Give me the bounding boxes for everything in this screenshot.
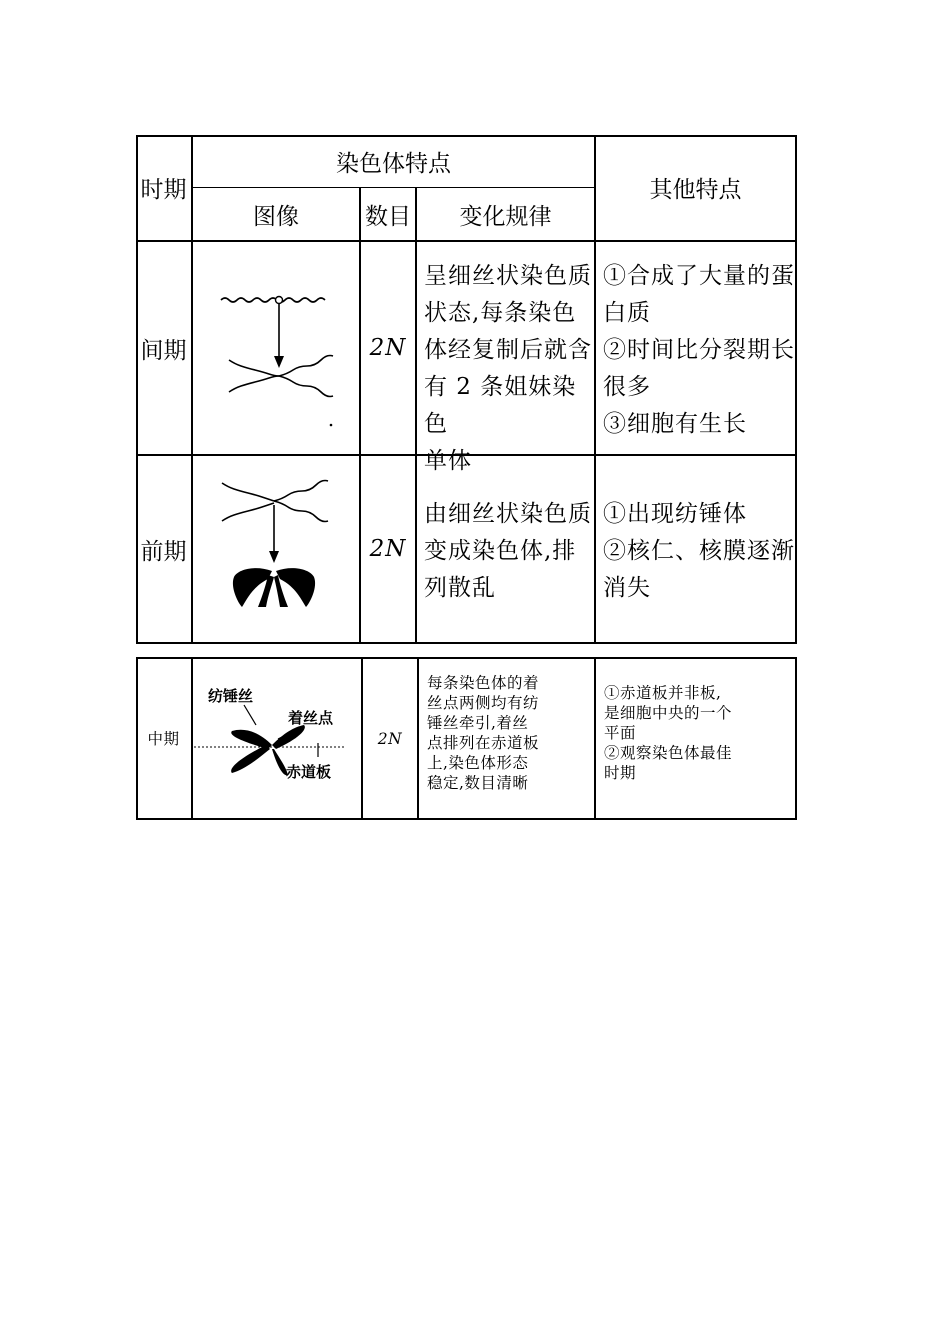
row-pattern-cell-prophase (417, 456, 594, 642)
row-period-metaphase: 中期 (147, 729, 180, 748)
label-equator: 赤道板 (286, 763, 332, 781)
sub-divider-period (191, 657, 193, 820)
header-period: 时期 (140, 177, 187, 203)
row-count-metaphase: 2N (377, 729, 403, 748)
header-pattern: 变化规律 (459, 203, 552, 230)
prophase-chromosome-diagram (216, 475, 346, 625)
row-other-prophase: ①出现纺锤体 ②核仁、核膜逐渐 消失 (603, 501, 795, 601)
label-spindle: 纺锤丝 (208, 687, 254, 705)
row-other-cell-interphase (596, 242, 795, 454)
metaphase-table (136, 657, 797, 820)
table-border-bottom (136, 642, 797, 644)
row-pattern-interphase: 呈细丝状染色质 状态,每条染色 体经复制后就含 有 2 条姐妹染色 单体 (424, 263, 592, 474)
row-period-prophase: 前期 (140, 538, 187, 565)
cell-cycle-table (136, 135, 797, 644)
table-border-right (795, 135, 797, 644)
row-pattern-cell-interphase (417, 242, 594, 474)
row-pattern-cell-metaphase (419, 657, 594, 820)
row-period-interphase: 间期 (140, 337, 187, 364)
header-image: 图像 (253, 203, 299, 230)
row-other-interphase: ①合成了大量的蛋 白质 ②时间比分裂期长 很多 ③细胞有生长 (603, 263, 795, 437)
row-pattern-prophase: 由细丝状染色质 变成染色体,排 列散乱 (424, 501, 592, 601)
metaphase-diagram (194, 679, 360, 809)
header-count: 数目 (365, 203, 411, 230)
row-pattern-metaphase: 每条染色体的着 丝点两侧均有纺 锤丝牵引,着丝 点排列在赤道板 上,染色体形态 稳定,数目清晰 (427, 674, 540, 792)
label-centromere: 着丝点 (288, 709, 334, 727)
header-other: 其他特点 (649, 177, 742, 203)
row-other-metaphase: ①赤道板并非板, 是细胞中央的一个 平面 ②观察染色体最佳 时期 (604, 684, 733, 782)
row-count-prophase: 2N (369, 535, 407, 562)
row-other-cell-prophase (596, 456, 795, 642)
header-chromosome: 染色体特点 (336, 150, 451, 177)
interphase-chromatin-diagram (211, 280, 341, 430)
sub-border-right (795, 657, 797, 820)
row-other-cell-metaphase (596, 657, 795, 820)
row-count-interphase: 2N (369, 334, 407, 361)
